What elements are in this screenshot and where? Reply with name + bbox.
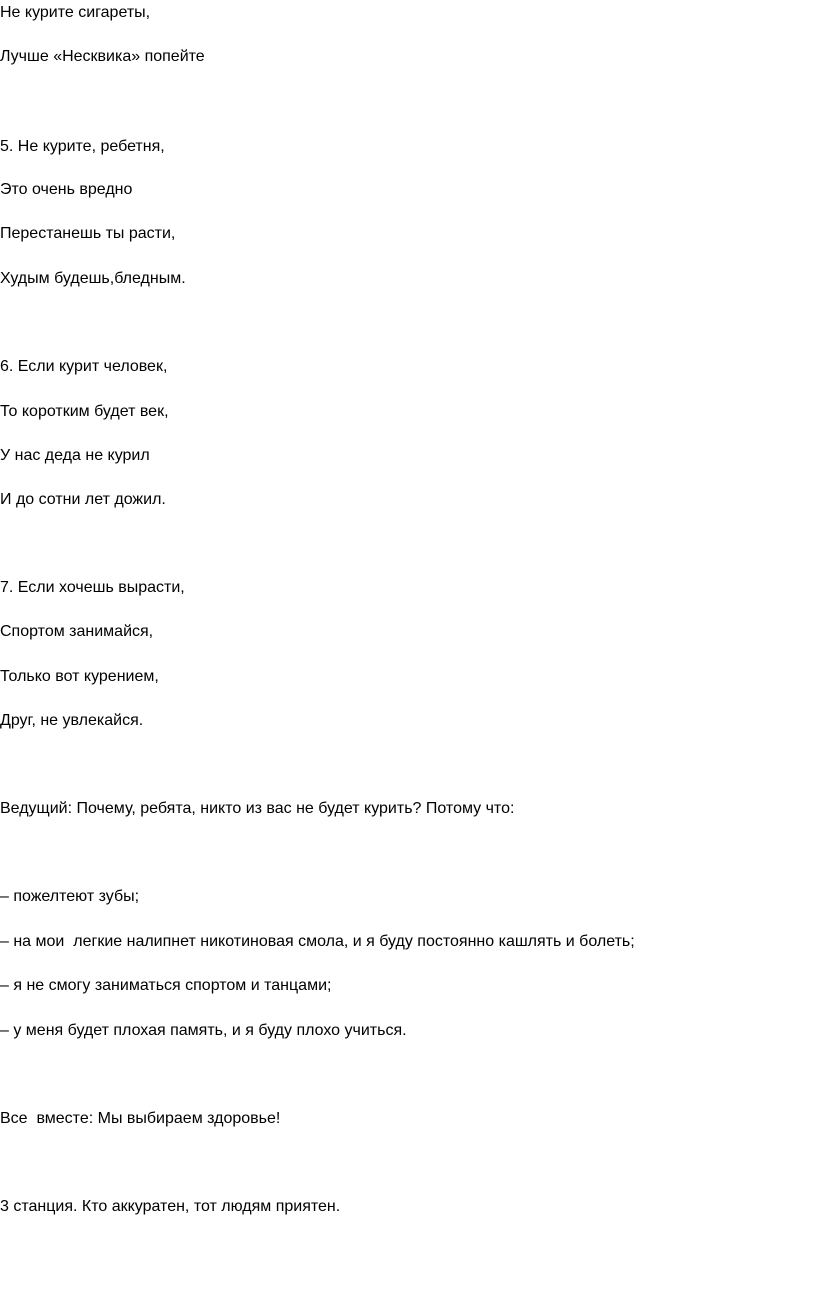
reason-list-item: – пожелтеют зубы;	[0, 888, 140, 905]
poem-line: Друг, не увлекайся.	[0, 712, 144, 729]
stanza-7-heading: 7. Если хочешь вырасти,	[0, 579, 185, 596]
poem-line: Это очень вредно	[0, 181, 133, 198]
reason-list-item: – я не смогу заниматься спортом и танцами;	[0, 977, 332, 994]
station-heading: 3 станция. Кто аккуратен, тот людям приятен.	[0, 1198, 341, 1215]
all-together-line: Все вместе: Мы выбираем здоровье!	[0, 1110, 281, 1127]
reason-list-item: – на мои легкие налипнет никотиновая смола, и я буду постоянно кашлять и болеть;	[0, 933, 635, 950]
stanza-6-heading: 6. Если курит человек,	[0, 358, 168, 375]
poem-line: Худым будешь,бледным.	[0, 270, 186, 287]
poem-line: И до сотни лет дожил.	[0, 491, 166, 508]
poem-line: Не курите сигареты,	[0, 4, 151, 21]
poem-line: Перестанешь ты расти,	[0, 225, 176, 242]
host-question: Ведущий: Почему, ребята, никто из вас не будет курить? Потому что:	[0, 800, 515, 817]
poem-line: У нас деда не курил	[0, 447, 150, 464]
reason-list-item: – у меня будет плохая память, и я буду плохо учиться.	[0, 1022, 407, 1039]
poem-line: Спортом занимайся,	[0, 623, 154, 640]
stanza-5-heading: 5. Не курите, ребетня,	[0, 138, 165, 155]
poem-line: То коротким будет век,	[0, 403, 169, 420]
poem-line: Только вот курением,	[0, 668, 159, 685]
poem-line: Лучше «Несквика» попейте	[0, 48, 205, 65]
